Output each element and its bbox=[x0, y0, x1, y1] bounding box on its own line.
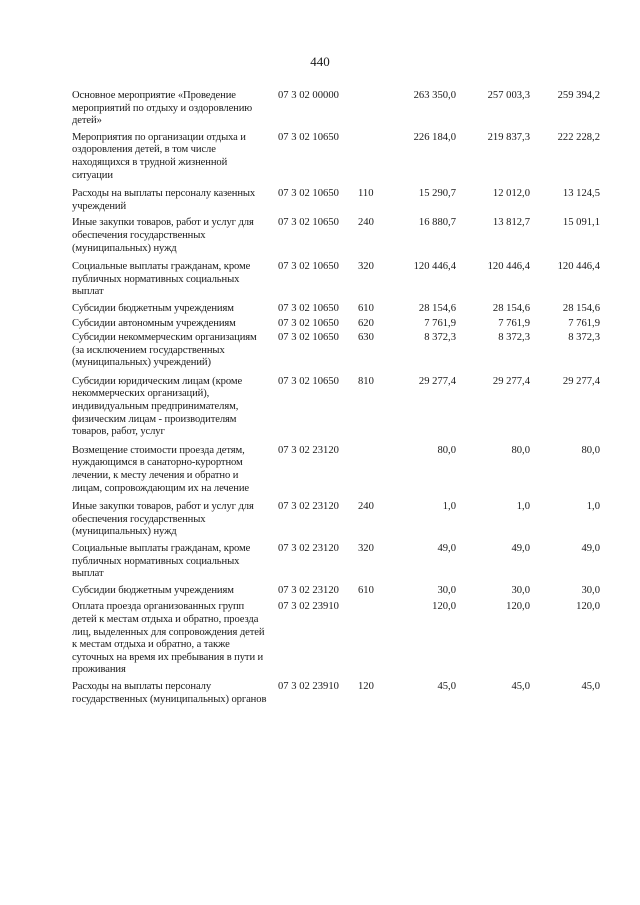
row-value-2: 29 277,4 bbox=[492, 375, 530, 387]
row-value-2: 45,0 bbox=[511, 680, 530, 692]
row-value-2: 12 012,0 bbox=[492, 188, 530, 200]
table-row bbox=[72, 543, 612, 581]
row-name: Социальные выплаты гражданам, кроме публичных нормативных социальных выплат bbox=[72, 543, 251, 580]
row-code: 07 3 02 10650 bbox=[278, 302, 339, 314]
row-value-3: 120 446,4 bbox=[557, 261, 600, 273]
row-name: Иные закупки товаров, работ и услуг для обеспечения государственных (муниципальных) нужд bbox=[72, 501, 254, 538]
row-code: 07 3 02 23910 bbox=[278, 680, 339, 692]
row-value-1: 29 277,4 bbox=[418, 375, 456, 387]
row-expense-type: 630 bbox=[358, 332, 374, 344]
budget-table bbox=[72, 90, 612, 706]
row-value-3: 30,0 bbox=[581, 584, 600, 596]
row-value-2: 120 446,4 bbox=[487, 261, 530, 273]
row-value-1: 263 350,0 bbox=[413, 90, 456, 101]
row-code: 07 3 02 10650 bbox=[278, 217, 339, 229]
row-value-2: 49,0 bbox=[511, 543, 530, 554]
row-value-3: 45,0 bbox=[581, 680, 600, 692]
row-value-3: 222 228,2 bbox=[557, 131, 600, 143]
row-value-1: 80,0 bbox=[437, 444, 456, 456]
row-name: Возмещение стоимости проезда детям, нуждающимся в санаторно-курортном лечении, к месту лечения и обратно и лицам, сопровождающим их на лечение bbox=[72, 444, 249, 494]
table-row bbox=[72, 132, 612, 182]
row-value-2: 8 372,3 bbox=[498, 332, 530, 344]
row-value-1: 7 761,9 bbox=[424, 317, 456, 329]
row-expense-type: 610 bbox=[358, 302, 374, 314]
table-row bbox=[72, 188, 612, 213]
row-expense-type: 240 bbox=[358, 501, 374, 513]
row-value-1: 226 184,0 bbox=[413, 131, 456, 143]
row-code: 07 3 02 10650 bbox=[278, 188, 339, 200]
row-name: Оплата проезда организованных групп детей к местам отдыха и обратно, проезда лиц, выделенных для сопровождения детей к местам отдыха и обратно, а также суточных на время их пребывания в пути и проживания bbox=[72, 601, 265, 676]
row-value-3: 259 394,2 bbox=[557, 90, 600, 101]
table-row bbox=[72, 261, 612, 299]
table-row bbox=[72, 217, 612, 255]
row-value-2: 219 837,3 bbox=[487, 131, 530, 143]
row-name: Субсидии бюджетным учреждениям bbox=[72, 302, 234, 314]
table-row bbox=[72, 318, 612, 331]
row-expense-type: 620 bbox=[358, 317, 374, 329]
row-code: 07 3 02 10650 bbox=[278, 131, 339, 143]
row-value-2: 30,0 bbox=[511, 584, 530, 596]
row-name: Мероприятия по организации отдыха и оздоровления детей, в том числе находящихся в трудной жизненной ситуации bbox=[72, 131, 246, 181]
row-value-3: 80,0 bbox=[581, 444, 600, 456]
row-expense-type: 110 bbox=[358, 188, 374, 200]
row-value-1: 1,0 bbox=[442, 501, 456, 513]
table-row bbox=[72, 376, 612, 439]
row-code: 07 3 02 23910 bbox=[278, 601, 339, 613]
row-value-1: 30,0 bbox=[437, 584, 456, 596]
row-code: 07 3 02 23120 bbox=[278, 444, 339, 456]
row-value-3: 28 154,6 bbox=[562, 302, 600, 314]
row-value-2: 1,0 bbox=[516, 501, 530, 513]
row-value-3: 29 277,4 bbox=[562, 375, 600, 387]
row-code: 07 3 02 10650 bbox=[278, 317, 339, 329]
table-row bbox=[72, 601, 612, 677]
row-name: Субсидии автономным учреждениям bbox=[72, 317, 236, 329]
row-value-1: 16 880,7 bbox=[418, 217, 456, 229]
row-code: 07 3 02 00000 bbox=[278, 90, 339, 101]
row-value-2: 7 761,9 bbox=[498, 317, 530, 329]
row-value-2: 13 812,7 bbox=[492, 217, 530, 229]
row-code: 07 3 02 23120 bbox=[278, 584, 339, 596]
table-row bbox=[72, 445, 612, 495]
row-value-1: 120,0 bbox=[432, 601, 456, 613]
row-value-2: 28 154,6 bbox=[492, 302, 530, 314]
table-row bbox=[72, 585, 612, 598]
row-value-1: 120 446,4 bbox=[413, 261, 456, 273]
row-value-1: 8 372,3 bbox=[424, 332, 456, 344]
row-code: 07 3 02 23120 bbox=[278, 543, 339, 554]
row-value-2: 257 003,3 bbox=[487, 90, 530, 101]
row-value-3: 15 091,1 bbox=[562, 217, 600, 229]
row-value-3: 49,0 bbox=[581, 543, 600, 554]
row-value-3: 7 761,9 bbox=[568, 317, 600, 329]
row-name: Субсидии юридическим лицам (кроме некоммерческих организаций), индивидуальным предпринимателям, физическим лицам - производителям товаров, работ, услуг bbox=[72, 375, 243, 438]
table-row bbox=[72, 501, 612, 539]
row-value-2: 80,0 bbox=[511, 444, 530, 456]
row-name: Субсидии некоммерческим организациям (за исключением государственных (муниципальных) учреждений) bbox=[72, 332, 257, 369]
row-expense-type: 320 bbox=[358, 261, 374, 273]
row-expense-type: 120 bbox=[358, 680, 374, 692]
row-name: Иные закупки товаров, работ и услуг для обеспечения государственных (муниципальных) нужд bbox=[72, 217, 254, 254]
row-name: Основное мероприятие «Проведение мероприятий по отдыху и оздоровлению детей» bbox=[72, 90, 253, 127]
row-expense-type: 610 bbox=[358, 584, 374, 596]
row-value-3: 1,0 bbox=[586, 501, 600, 513]
row-name: Расходы на выплаты персоналу государственных (муниципальных) органов bbox=[72, 680, 267, 705]
row-value-3: 13 124,5 bbox=[562, 188, 600, 200]
row-value-2: 120,0 bbox=[506, 601, 530, 613]
page-number: 440 bbox=[310, 54, 330, 69]
row-expense-type: 240 bbox=[358, 217, 374, 229]
row-value-3: 8 372,3 bbox=[568, 332, 600, 344]
row-value-1: 45,0 bbox=[437, 680, 456, 692]
row-code: 07 3 02 10650 bbox=[278, 261, 339, 273]
row-name: Расходы на выплаты персоналу казенных учреждений bbox=[72, 188, 256, 212]
row-value-1: 49,0 bbox=[437, 543, 456, 554]
row-name: Социальные выплаты гражданам, кроме публичных нормативных социальных выплат bbox=[72, 261, 251, 298]
row-value-1: 28 154,6 bbox=[418, 302, 456, 314]
table-row bbox=[72, 332, 612, 370]
row-code: 07 3 02 10650 bbox=[278, 375, 339, 387]
row-expense-type: 320 bbox=[358, 543, 374, 554]
table-row bbox=[72, 303, 612, 316]
row-code: 07 3 02 10650 bbox=[278, 332, 339, 344]
row-code: 07 3 02 23120 bbox=[278, 501, 339, 513]
row-expense-type: 810 bbox=[358, 375, 374, 387]
row-name: Субсидии бюджетным учреждениям bbox=[72, 584, 234, 596]
row-value-3: 120,0 bbox=[576, 601, 600, 613]
table-row bbox=[72, 681, 612, 706]
row-value-1: 15 290,7 bbox=[418, 188, 456, 200]
table-row bbox=[72, 90, 612, 128]
